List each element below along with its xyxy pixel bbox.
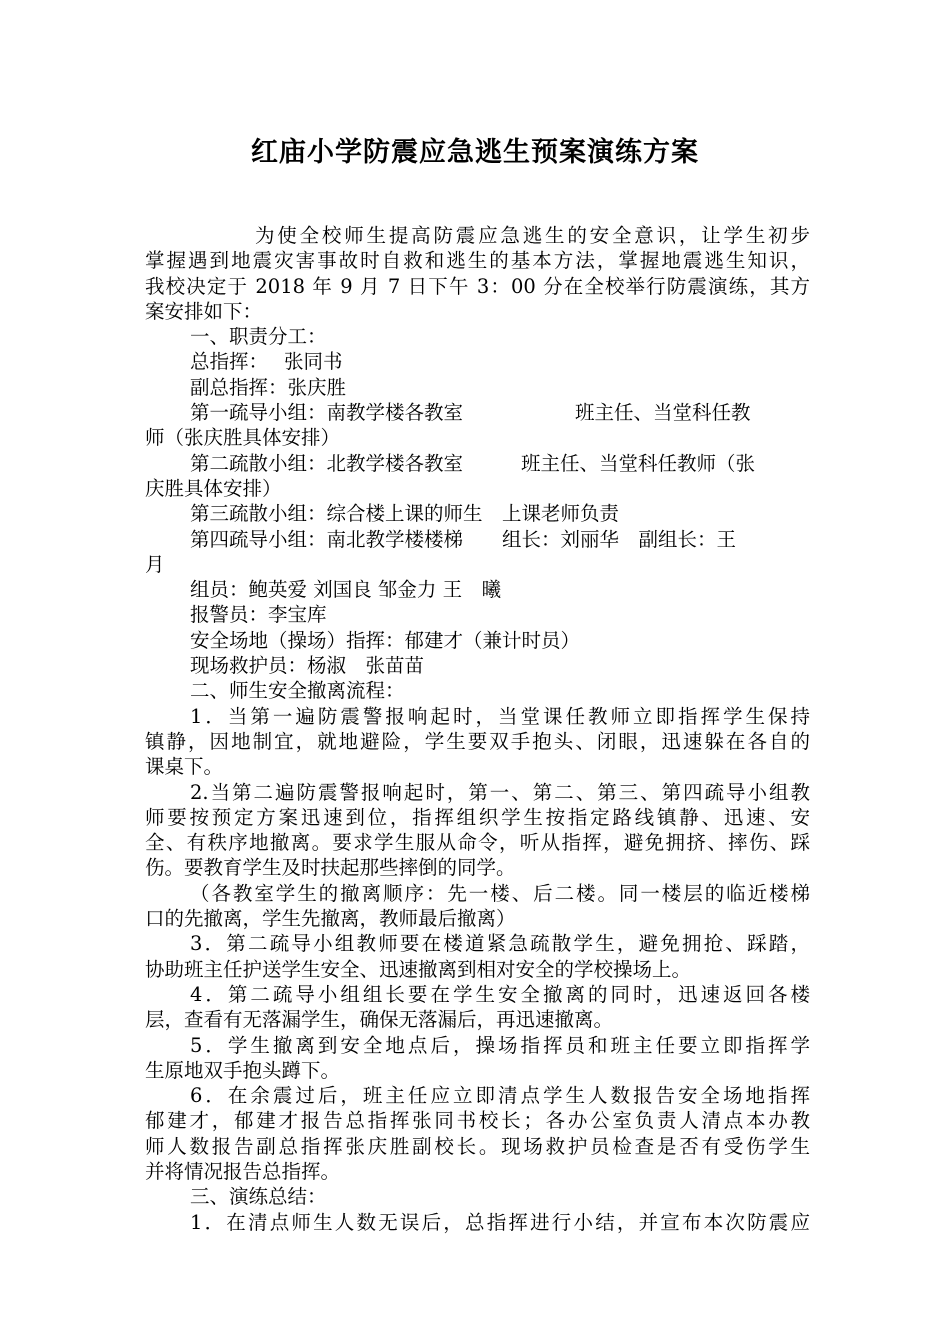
paragraph-line: 6．在余震过后，班主任应立即清点学生人数报告安全场地指挥 (190, 1084, 810, 1108)
group1-members: 班主任、当堂科任教 (575, 401, 751, 425)
commander-line: 总指挥： 张同书 (190, 350, 343, 374)
paragraph-line: 4．第二疏导小组组长要在学生安全撤离的同时，迅速返回各楼 (190, 982, 810, 1006)
paragraph-line: 郁建才，郁建才报告总指挥张同书校长；各办公室负责人清点本办教 (145, 1109, 810, 1133)
section-heading: 二、师生安全撤离流程： (190, 679, 405, 703)
paragraph-line: 口的先撤离，学生先撤离，教师最后撤离） (145, 907, 516, 931)
paragraph-line: 师要按预定方案迅速到位，指挥组织学生按指定路线镇静、迅速、安 (145, 805, 810, 829)
group2-line-cont: 庆胜具体安排） (145, 476, 282, 500)
intro-line: 掌握遇到地震灾害事故时自救和逃生的基本方法，掌握地震逃生知识， (145, 249, 810, 273)
group2-members: 班主任、当堂科任教师（张 (521, 451, 756, 475)
paragraph-line: 层，查看有无落漏学生，确保无落漏后，再迅速撤离。 (145, 1008, 614, 1032)
document-title: 红庙小学防震应急逃生预案演练方案 (251, 137, 699, 168)
deputy-commander-line: 副总指挥：张庆胜 (190, 375, 347, 399)
document-body (145, 223, 810, 1235)
paragraph-line: 课桌下。 (145, 755, 224, 779)
paragraph-line: 协助班主任护送学生安全、迅速撤离到相对安全的学校操场上。 (145, 957, 692, 981)
paragraph-line: 伤。要教育学生及时扶起那些摔倒的同学。 (145, 856, 516, 880)
group4-line: 第四疏导小组：南北教学楼楼梯 组长：刘丽华 副组长：王 (190, 527, 737, 551)
paragraph-line: 2.当第二遍防震警报响起时，第一、第二、第三、第四疏导小组教 (190, 780, 810, 804)
rescue-line: 现场救护员：杨淑 张苗苗 (190, 654, 425, 678)
paragraph-line: 全、有秩序地撤离。要求学生服从命令，听从指挥，避免拥挤、摔伤、踩 (145, 831, 810, 855)
paragraph-line: 5．学生撤离到安全地点后，操场指挥员和班主任要立即指挥学 (190, 1033, 810, 1057)
paragraph-line: 1．当第一遍防震警报响起时，当堂课任教师立即指挥学生保持 (190, 704, 810, 728)
alarm-line: 报警员：李宝库 (190, 603, 327, 627)
paragraph-line: 镇静，因地制宜，就地避险，学生要双手抱头、闭眼，迅速躲在各自的 (145, 729, 810, 753)
group4-line-cont: 月 (145, 552, 165, 576)
paragraph-line: 并将情况报告总指挥。 (145, 1159, 341, 1183)
group1-location: 第一疏导小组：南教学楼各教室 (190, 401, 464, 425)
safe-area-line: 安全场地（操场）指挥：郁建才（兼计时员） (190, 628, 581, 652)
group2-line (145, 451, 810, 476)
section-heading: 三、演练总结： (190, 1185, 327, 1209)
intro-line: 为使全校师生提高防震应急逃生的安全意识，让学生初步 (255, 224, 810, 247)
members-line: 组员：鲍英爱 刘国良 邹金力 王 曦 (190, 578, 502, 602)
paragraph-line: 师人数报告副总指挥张庆胜副校长。现场救护员检查是否有受伤学生 (145, 1134, 810, 1158)
group2-location: 第二疏散小组：北教学楼各教室 (190, 451, 464, 475)
intro-line: 案安排如下： (145, 299, 263, 323)
paragraph-line: 3．第二疏导小组教师要在楼道紧急疏散学生，避免拥抢、踩踏， (190, 932, 810, 956)
intro-line: 我校决定于 2018 年 9 月 7 日下午 3：00 分在全校举行防震演练，其方 (145, 274, 810, 298)
group1-line (145, 400, 810, 425)
paragraph-line: （各教室学生的撤离顺序：先一楼、后二楼。同一楼层的临近楼梯 (190, 881, 810, 905)
group1-line-cont: 师（张庆胜具体安排） (145, 426, 341, 450)
paragraph-line: 生原地双手抱头蹲下。 (145, 1058, 341, 1082)
group3-line: 第三疏散小组：综合楼上课的师生 上课老师负责 (190, 502, 620, 526)
paragraph-line: 1．在清点师生人数无误后，总指挥进行小结，并宣布本次防震应 (190, 1210, 810, 1234)
section-heading: 一、职责分工： (190, 325, 327, 349)
